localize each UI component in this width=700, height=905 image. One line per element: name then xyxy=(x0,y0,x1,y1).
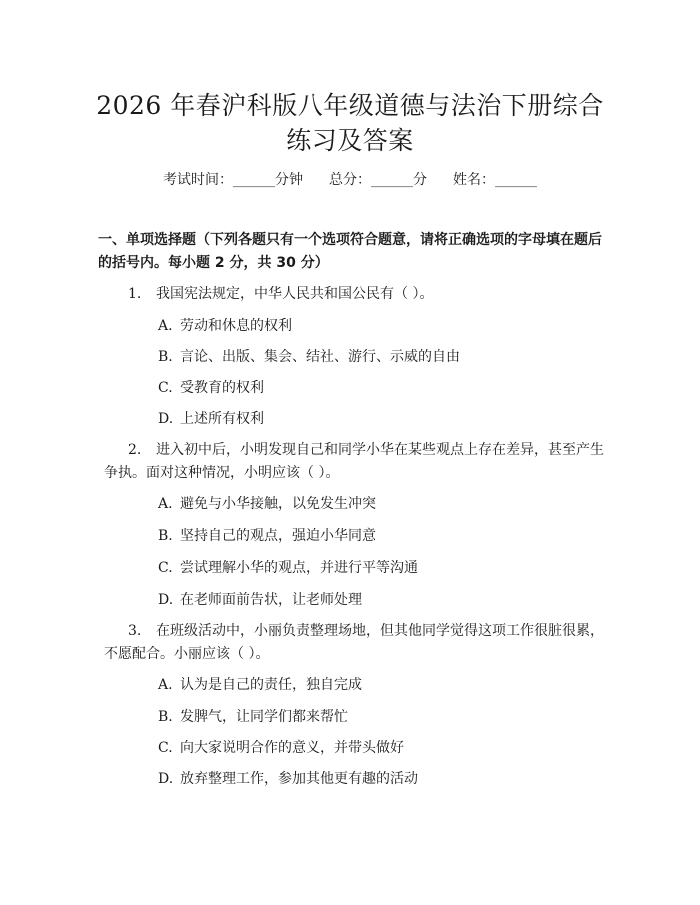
option-text: 发脾气，让同学们都来帮忙 xyxy=(180,709,348,725)
q1-option-b xyxy=(158,346,460,366)
student-name: 姓名：______ xyxy=(453,172,537,188)
option-letter: C. xyxy=(158,380,173,396)
q1-option-c xyxy=(158,377,264,397)
option-letter: B. xyxy=(158,349,173,365)
q3-option-a xyxy=(158,674,362,694)
document-title-line1: 2026 年春沪科版八年级道德与法治下册综合 xyxy=(96,91,604,120)
q3-option-c xyxy=(158,737,404,757)
option-letter: D. xyxy=(158,592,174,608)
question-number: 2. xyxy=(128,442,142,458)
option-text: 受教育的权利 xyxy=(180,380,264,396)
option-letter: D. xyxy=(158,771,174,787)
question-1 xyxy=(104,283,606,306)
option-letter: A. xyxy=(158,318,173,334)
option-text: 向大家说明合作的意义，并带头做好 xyxy=(180,740,404,756)
option-letter: A. xyxy=(158,677,173,693)
question-number: 1. xyxy=(128,286,142,302)
q2-option-d xyxy=(158,589,362,609)
question-text: 在班级活动中，小丽负责整理场地，但其他同学觉得这项工作很脏很累，不愿配合。小丽应该（ ）。 xyxy=(104,623,604,662)
option-text: 坚持自己的观点，强迫小华同意 xyxy=(180,528,376,544)
option-letter: B. xyxy=(158,709,173,725)
question-3 xyxy=(104,620,606,666)
q3-option-b xyxy=(158,706,348,726)
q2-option-b xyxy=(158,525,376,545)
q2-option-a xyxy=(158,493,376,513)
option-letter: C. xyxy=(158,740,173,756)
option-text: 避免与小华接触，以免发生冲突 xyxy=(180,496,376,512)
option-text: 劳动和休息的权利 xyxy=(180,318,292,334)
option-text: 认为是自己的责任，独自完成 xyxy=(180,677,362,693)
option-text: 在老师面前告状，让老师处理 xyxy=(180,592,362,608)
question-text: 我国宪法规定，中华人民共和国公民有（ ）。 xyxy=(156,286,434,302)
question-text: 进入初中后，小明发现自己和同学小华在某些观点上存在差异，甚至产生争执。面对这种情况，小明应该（ ）。 xyxy=(104,442,604,481)
exam-score: 总分：______分 xyxy=(329,172,427,188)
q3-option-d xyxy=(158,768,418,788)
question-number: 3. xyxy=(128,623,142,639)
exam-time: 考试时间：______分钟 xyxy=(163,172,303,188)
q1-option-d xyxy=(158,408,264,428)
exam-meta xyxy=(0,169,700,189)
section-title: 一、单项选择题（下列各题只有一个选项符合题意，请将正确选项的字母填在题后的括号内。每小题 2 分，共 30 分） xyxy=(98,232,602,271)
option-text: 尝试理解小华的观点，并进行平等沟通 xyxy=(180,560,418,576)
option-letter: A. xyxy=(158,496,173,512)
option-letter: B. xyxy=(158,528,173,544)
question-2 xyxy=(104,439,606,485)
option-letter: C. xyxy=(158,560,173,576)
option-text: 放弃整理工作，参加其他更有趣的活动 xyxy=(180,771,418,787)
q2-option-c xyxy=(158,557,418,577)
document-title-line2: 练习及答案 xyxy=(286,126,414,155)
option-text: 言论、出版、集会、结社、游行、示威的自由 xyxy=(180,349,460,365)
option-letter: D. xyxy=(158,411,174,427)
q1-option-a xyxy=(158,315,292,335)
option-text: 上述所有权利 xyxy=(180,411,264,427)
